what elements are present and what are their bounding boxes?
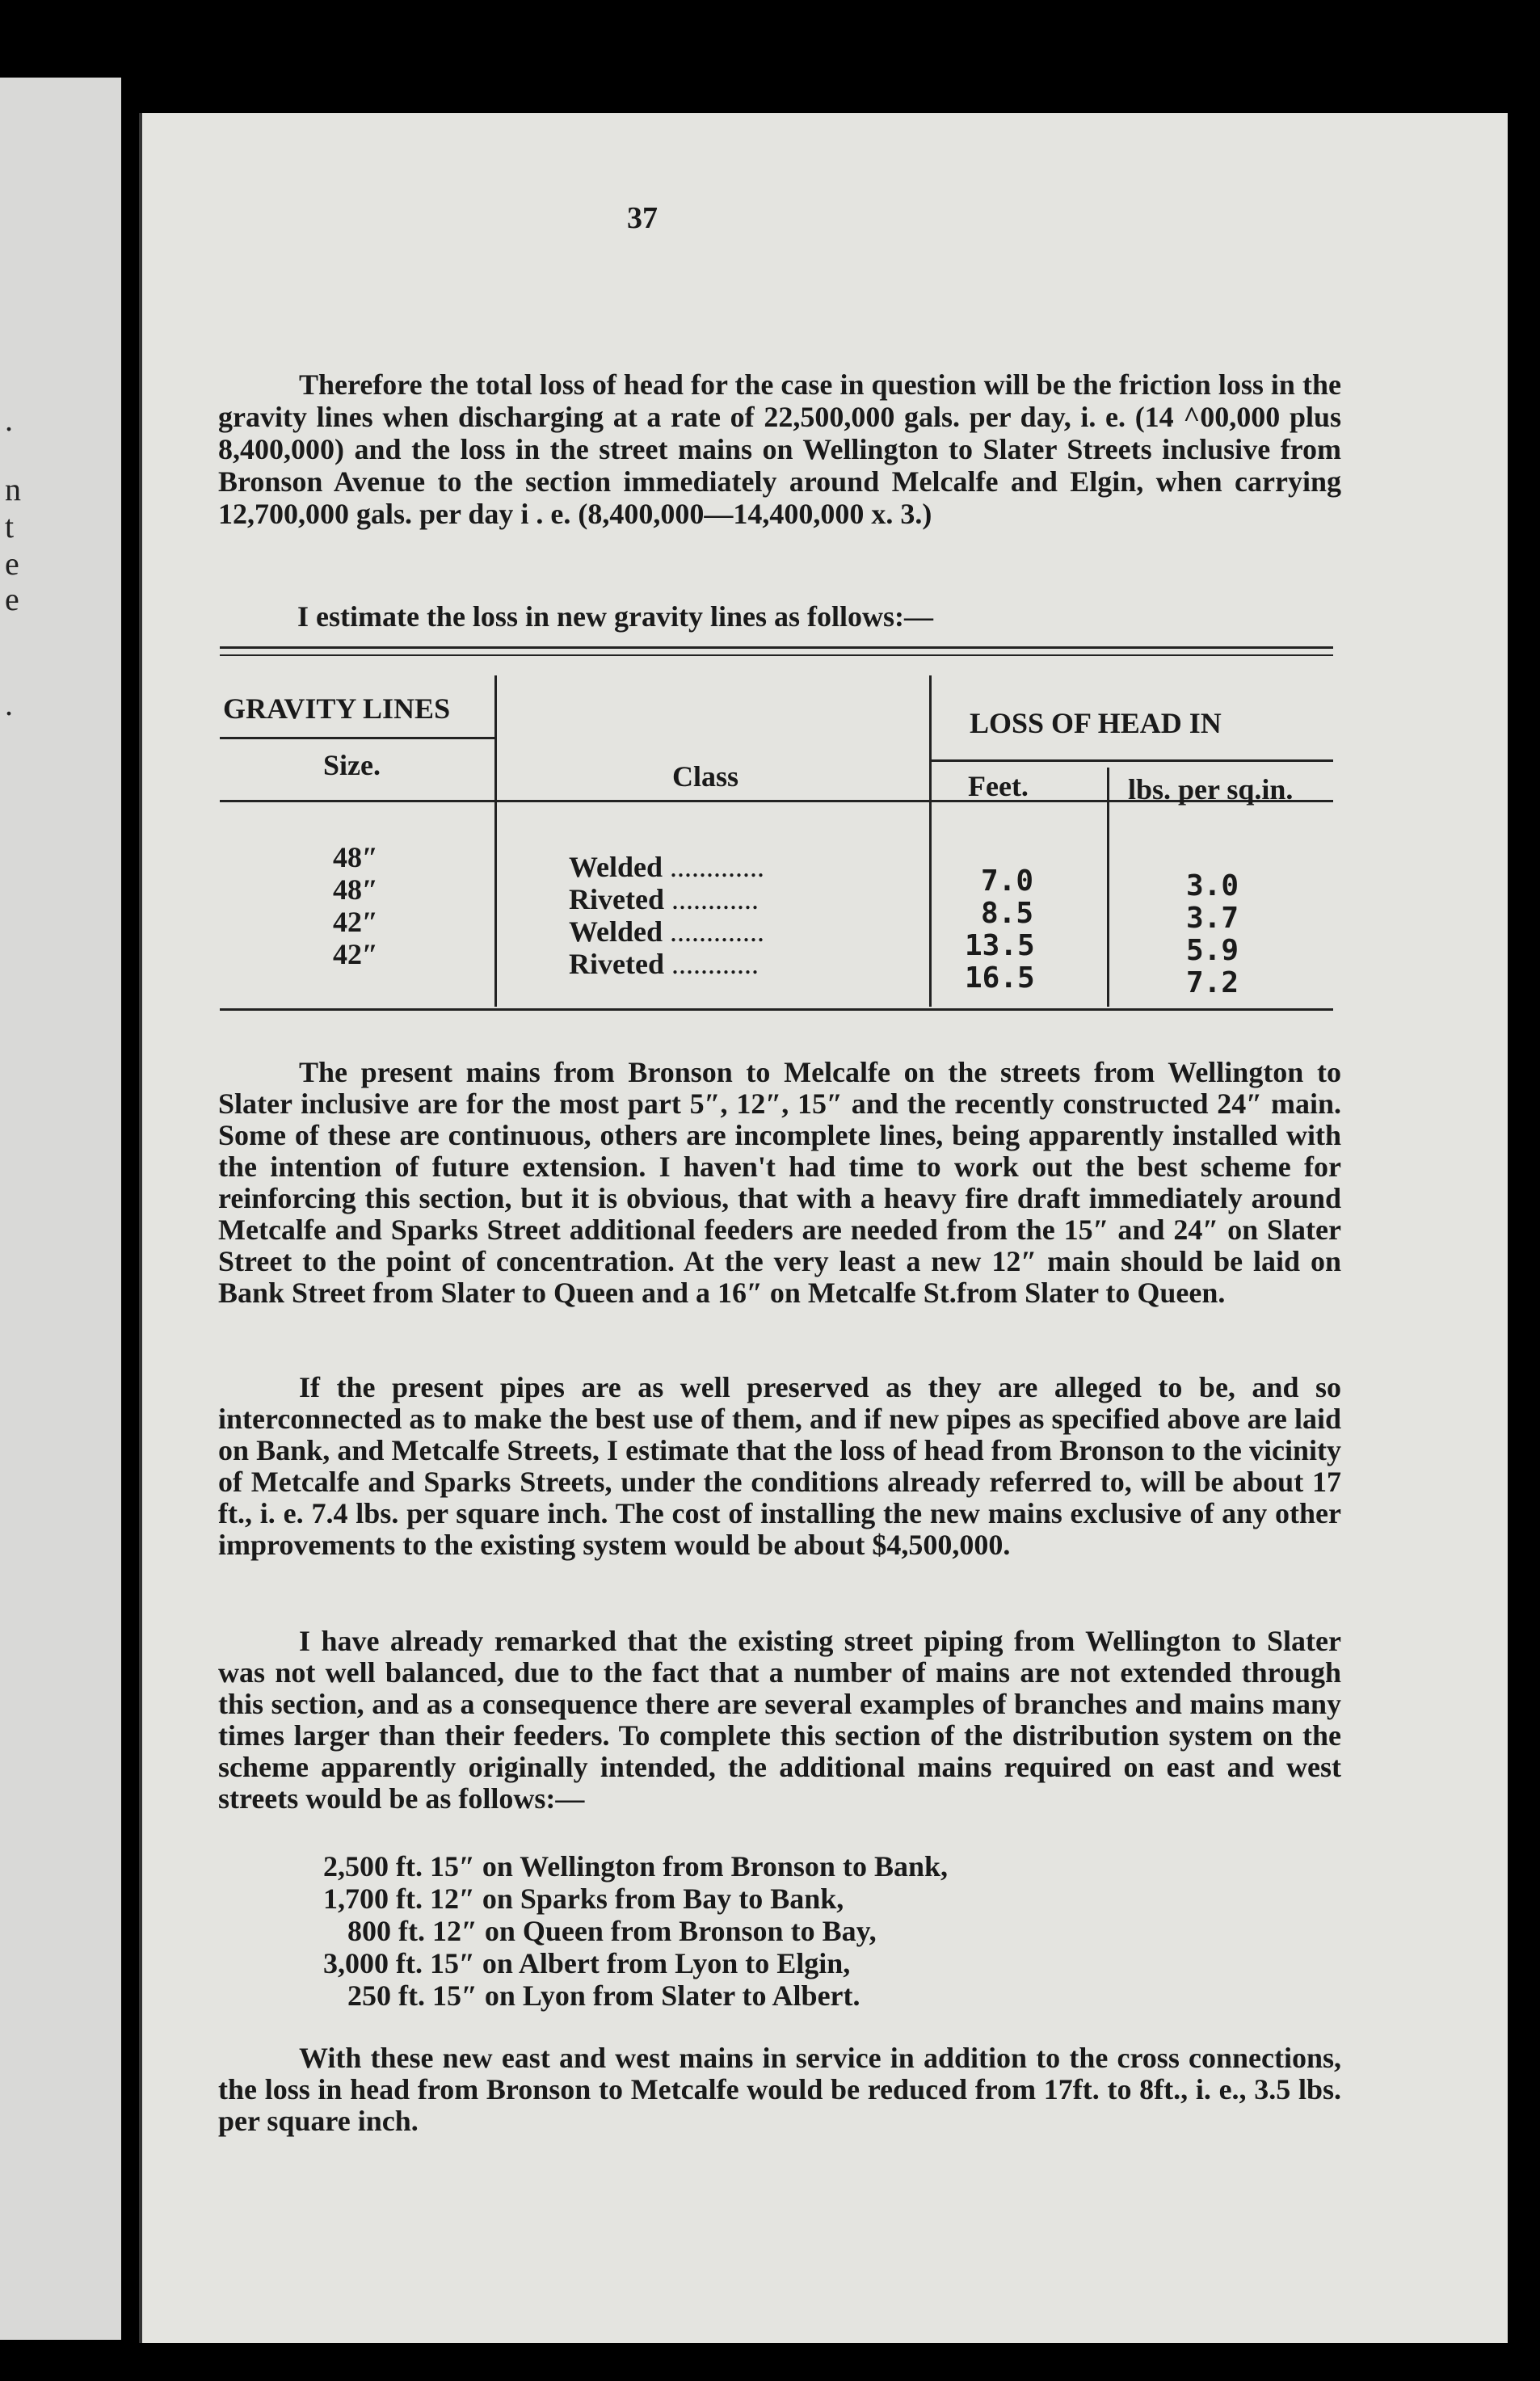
row-lbs: 3.0 [1186, 869, 1239, 902]
gravity-lines-table [220, 646, 1333, 1042]
list-item: 250 ft. 15″ on Lyon from Slater to Albert. [347, 1979, 860, 2012]
left-fragment: e [5, 581, 19, 617]
row-size: 42″ [333, 938, 378, 970]
paragraph-present-mains: The present mains from Bronson to Melcalfe on the streets from Wellington to Slater inclusive are for the most part 5″, 12″, 15″ and the recently constructed 24″ main. Some of these are continuous, others are incomplete lines, being apparently installed with the intention of future extension. I haven't had time to work out the best scheme for reinforcing this section, but it is obvious, that with a heavy fire draft immediately around Metcalfe and Sparks Street additional feeders are needed from the 15″ and 24″ on Slater Street to the point of concentration. At the very least a new 12″ main should be laid on Bank Street from Slater to Queen and a 16″ on Metcalfe St.from Slater to Queen. [218, 1056, 1341, 1309]
mains-list [323, 1850, 948, 2012]
paragraph-conclusion: With these new east and west mains in service in addition to the cross connections, the loss in head from Bronson to Metcalfe would be reduced from 17ft. to 8ft., i. e., 3.5 lbs. per square inch. [218, 2042, 1341, 2137]
col-lbs-header: lbs. per sq.in. [1128, 773, 1294, 806]
col-size-header: Size. [323, 749, 381, 781]
header-gravity-lines: GRAVITY LINES [223, 692, 451, 725]
row-feet: 8.5 [981, 897, 1034, 930]
left-fragment: e [5, 545, 19, 582]
list-item: 2,500 ft. 15″ on Wellington from Bronson to Bank, [323, 1850, 948, 1883]
left-fragment: . [5, 686, 13, 722]
row-feet: 16.5 [965, 961, 1035, 995]
row-size: 42″ [333, 906, 378, 938]
row-size: 48″ [333, 873, 378, 906]
col-feet-header: Feet. [968, 770, 1029, 802]
header-loss-of-head: LOSS OF HEAD IN [970, 707, 1222, 739]
left-fragment: t [5, 508, 15, 545]
row-class: Riveted ............ [569, 948, 759, 980]
list-item: 800 ft. 12″ on Queen from Bronson to Bay, [347, 1915, 877, 1947]
left-fragment: . [5, 402, 13, 438]
row-class: Riveted ............ [569, 883, 759, 915]
row-feet: 7.0 [981, 864, 1034, 898]
row-lbs: 3.7 [1186, 902, 1239, 935]
list-item: 3,000 ft. 15″ on Albert from Lyon to Elgin, [323, 1947, 851, 1979]
col-class-header: Class [672, 760, 739, 793]
row-lbs: 5.9 [1186, 934, 1239, 967]
paragraph-friction-loss: Therefore the total loss of head for the case in question will be the friction loss in the gravity lines when discharging at a rate of 22,500,000 gals. per day, i. e. (14 ^00,000 plus 8,400,000) and the loss in the street mains on Wellington to Slater Streets inclusive from Bronson Avenue to the section immediately around Melcalfe and Elgin, when carrying 12,700,000 gals. per day i . e. (8,400,000—14,400,000 x. 3.) [218, 368, 1341, 530]
row-feet: 13.5 [965, 929, 1035, 962]
paragraph-balance: I have already remarked that the existing street piping from Wellington to Slater was not well balanced, due to the fact that a number of mains are not extended through this section, and as a consequence there are several examples of branches and mains many times larger than their feeders. To complete this section of the distribution system on the scheme apparently originally intended, the additional mains required on east and west streets would be as follows:— [218, 1625, 1341, 1815]
paragraph-preserved-pipes: If the present pipes are as well preserved as they are alleged to be, and so interconnected as to make the best use of them, and if new pipes as specified above are laid on Bank, and Metcalfe Streets, I estimate that the loss of head from Bronson to the vicinity of Metcalfe and Sparks Streets, under the conditions already referred to, will be about 17 ft., i. e. 7.4 lbs. per square inch. The cost of installing the new mains exclusive of any other improvements to the existing system would be about $4,500,000. [218, 1371, 1341, 1561]
page-number: 37 [627, 201, 658, 235]
row-class: Welded ............. [569, 851, 765, 883]
row-lbs: 7.2 [1186, 966, 1239, 999]
row-class: Welded ............. [569, 915, 765, 948]
row-size: 48″ [333, 841, 378, 873]
left-fragment: n [5, 471, 21, 507]
left-page-edge [0, 78, 121, 2340]
list-item: 1,700 ft. 12″ on Sparks from Bay to Bank, [323, 1883, 844, 1915]
estimate-intro: I estimate the loss in new gravity lines as follows:— [297, 600, 933, 633]
